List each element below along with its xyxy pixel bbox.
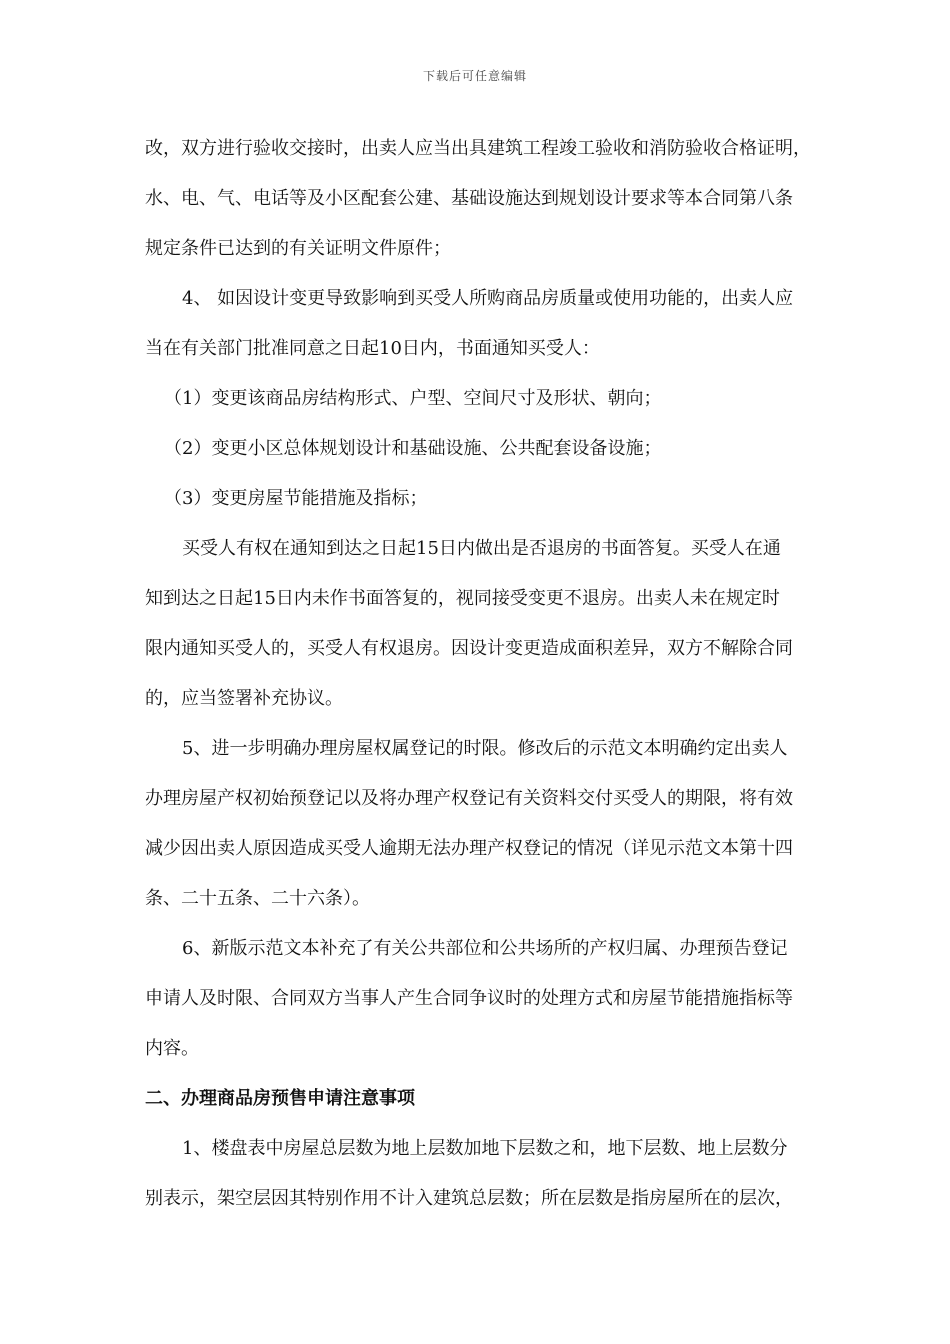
paragraph-line: 的，应当签署补充协议。: [145, 688, 343, 709]
section-heading: 二、办理商品房预售申请注意事项: [145, 1088, 415, 1109]
paragraph-line: 6、新版示范文本补充了有关公共部位和公共场所的产权归属、办理预告登记: [182, 938, 788, 959]
list-item: （2）变更小区总体规划设计和基础设施、公共配套设备设施；: [164, 438, 662, 459]
paragraph-line: 限内通知买受人的，买受人有权退房。因设计变更造成面积差异，双方不解除合同: [145, 638, 793, 659]
list-item: （3）变更房屋节能措施及指标；: [164, 488, 428, 509]
paragraph-line: 内容。: [145, 1038, 199, 1059]
paragraph-line: 申请人及时限、合同双方当事人产生合同争议时的处理方式和房屋节能措施指标等: [145, 988, 793, 1009]
paragraph-line: 买受人有权在通知到达之日起15日内做出是否退房的书面答复。买受人在通: [182, 538, 781, 559]
paragraph-line: 1、楼盘表中房屋总层数为地上层数加地下层数之和，地下层数、地上层数分: [182, 1138, 788, 1159]
paragraph-line: 改，双方进行验收交接时，出卖人应当出具建筑工程竣工验收和消防验收合格证明，: [145, 138, 811, 159]
paragraph-line: 规定条件已达到的有关证明文件原件；: [145, 238, 451, 259]
page-header: 下载后可任意编辑: [422, 69, 527, 83]
paragraph-line: 水、电、气、电话等及小区配套公建、基础设施达到规划设计要求等本合同第八条: [145, 188, 793, 209]
paragraph-line: 别表示，架空层因其特别作用不计入建筑总层数；所在层数是指房屋所在的层次，: [145, 1188, 793, 1209]
paragraph-line: 减少因出卖人原因造成买受人逾期无法办理产权登记的情况（详见示范文本第十四: [145, 838, 793, 859]
paragraph-line: 当在有关部门批准同意之日起10日内，书面通知买受人：: [145, 338, 600, 359]
paragraph-line: 5、进一步明确办理房屋权属登记的时限。修改后的示范文本明确约定出卖人: [182, 738, 788, 759]
paragraph-line: 办理房屋产权初始预登记以及将办理产权登记有关资料交付买受人的期限，将有效: [145, 788, 793, 809]
list-item: （1）变更该商品房结构形式、户型、空间尺寸及形状、朝向；: [164, 388, 662, 409]
paragraph-line: 条、二十五条、二十六条）。: [145, 888, 370, 909]
paragraph-line: 知到达之日起15日内未作书面答复的，视同接受变更不退房。出卖人未在规定时: [145, 588, 780, 609]
paragraph-line: 4、 如因设计变更导致影响到买受人所购商品房质量或使用功能的，出卖人应: [182, 288, 794, 309]
